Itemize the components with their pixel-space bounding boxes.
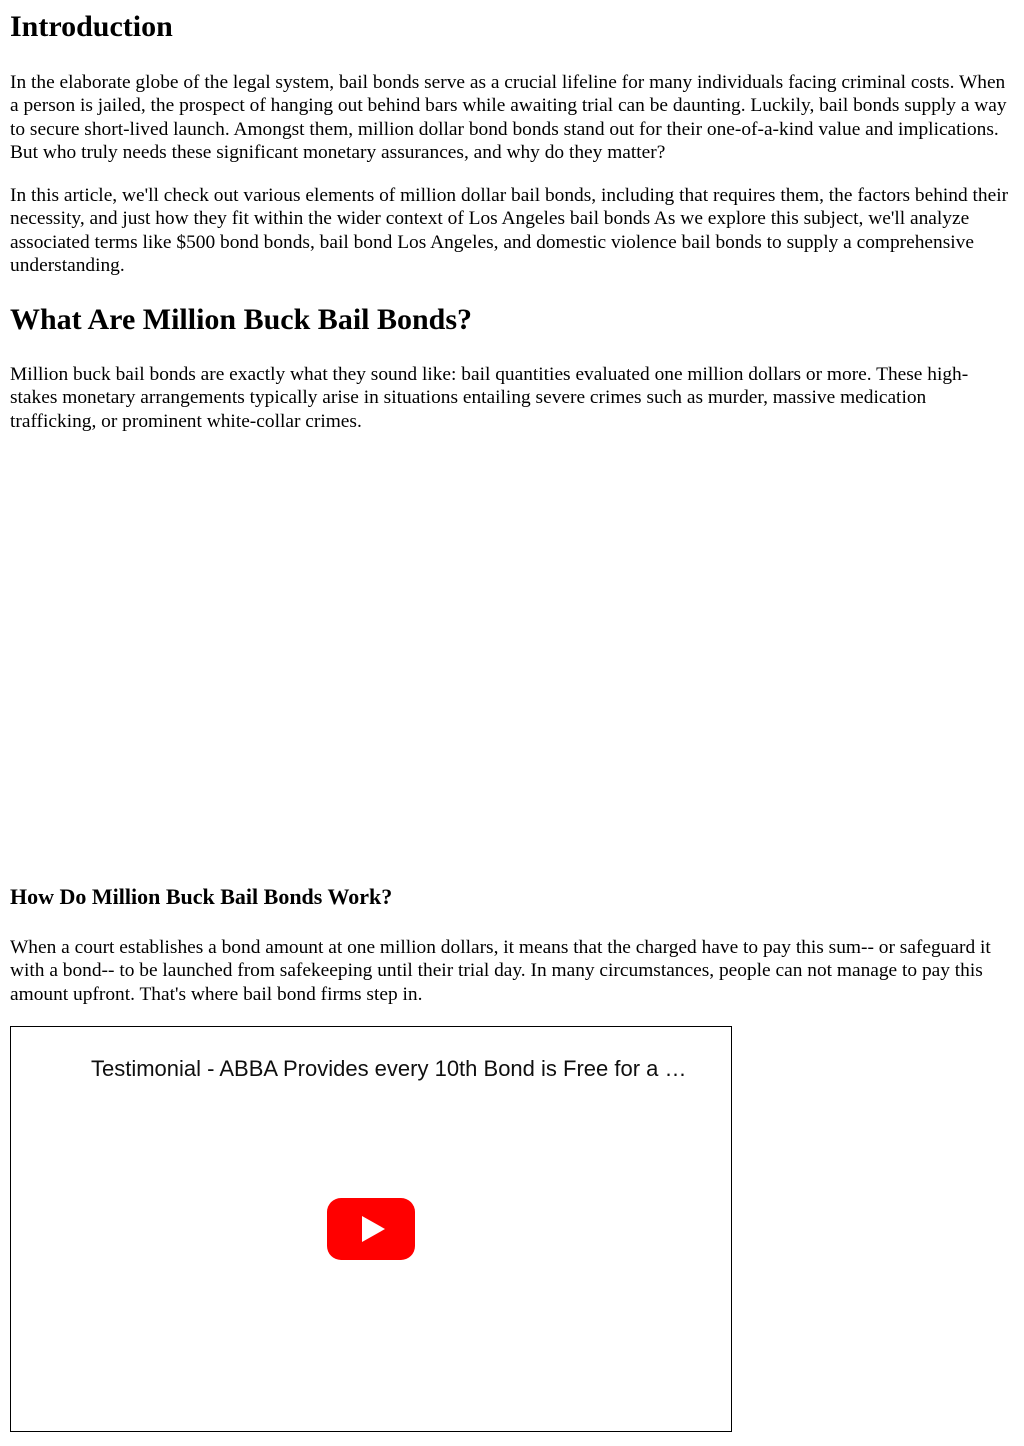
what-paragraph: Million buck bail bonds are exactly what they sound like: bail quantities evaluated one million dollars or more. These high-stakes monetary arrangements typically arise in situations entailing severe crimes such as murder, massive medication trafficking, or prominent white-collar crimes.: [10, 364, 969, 432]
intro-paragraph-2: In this article, we'll check out various elements of million dollar bail bonds, including that requires them, the factors behind their necessity, and just how they fit within the wider context of Los Angeles bail bonds As we explore this subject, we'll analyze associated terms like $500 bond bonds, bail bond Los Angeles, and domestic violence bail bonds to supply a comprehensive understanding.: [10, 185, 1009, 276]
heading-how-bonds-work: How Do Million Buck Bail Bonds Work?: [10, 884, 393, 909]
play-button[interactable]: [327, 1198, 415, 1260]
intro-paragraph-1: In the elaborate globe of the legal system, bail bonds serve as a crucial lifeline for many individuals facing criminal costs. When a person is jailed, the prospect of hanging out behind bars while awaiting trial can be daunting. Luckily, bail bonds supply a way to secure short-lived launch. Amongst them, million dollar bond bonds stand out for their one-of-a-kind value and implications. But who truly needs these significant monetary assurances, and why do they matter?: [10, 72, 1007, 163]
heading-introduction: Introduction: [10, 10, 173, 43]
heading-what-are-bonds: What Are Million Buck Bail Bonds?: [10, 303, 473, 336]
how-paragraph: When a court establishes a bond amount at one million dollars, it means that the charged have to pay this sum-- or safeguard it with a bond-- to be launched from safekeeping until their trial day. In many circumstances, people can not manage to pay this amount upfront. That's where bail bond firms step in.: [10, 937, 991, 1005]
youtube-play-icon[interactable]: [327, 1198, 415, 1260]
video-title[interactable]: Testimonial - ABBA Provides every 10th Bond is Free for a …: [91, 1056, 687, 1081]
youtube-video-embed[interactable]: [10, 1026, 732, 1432]
